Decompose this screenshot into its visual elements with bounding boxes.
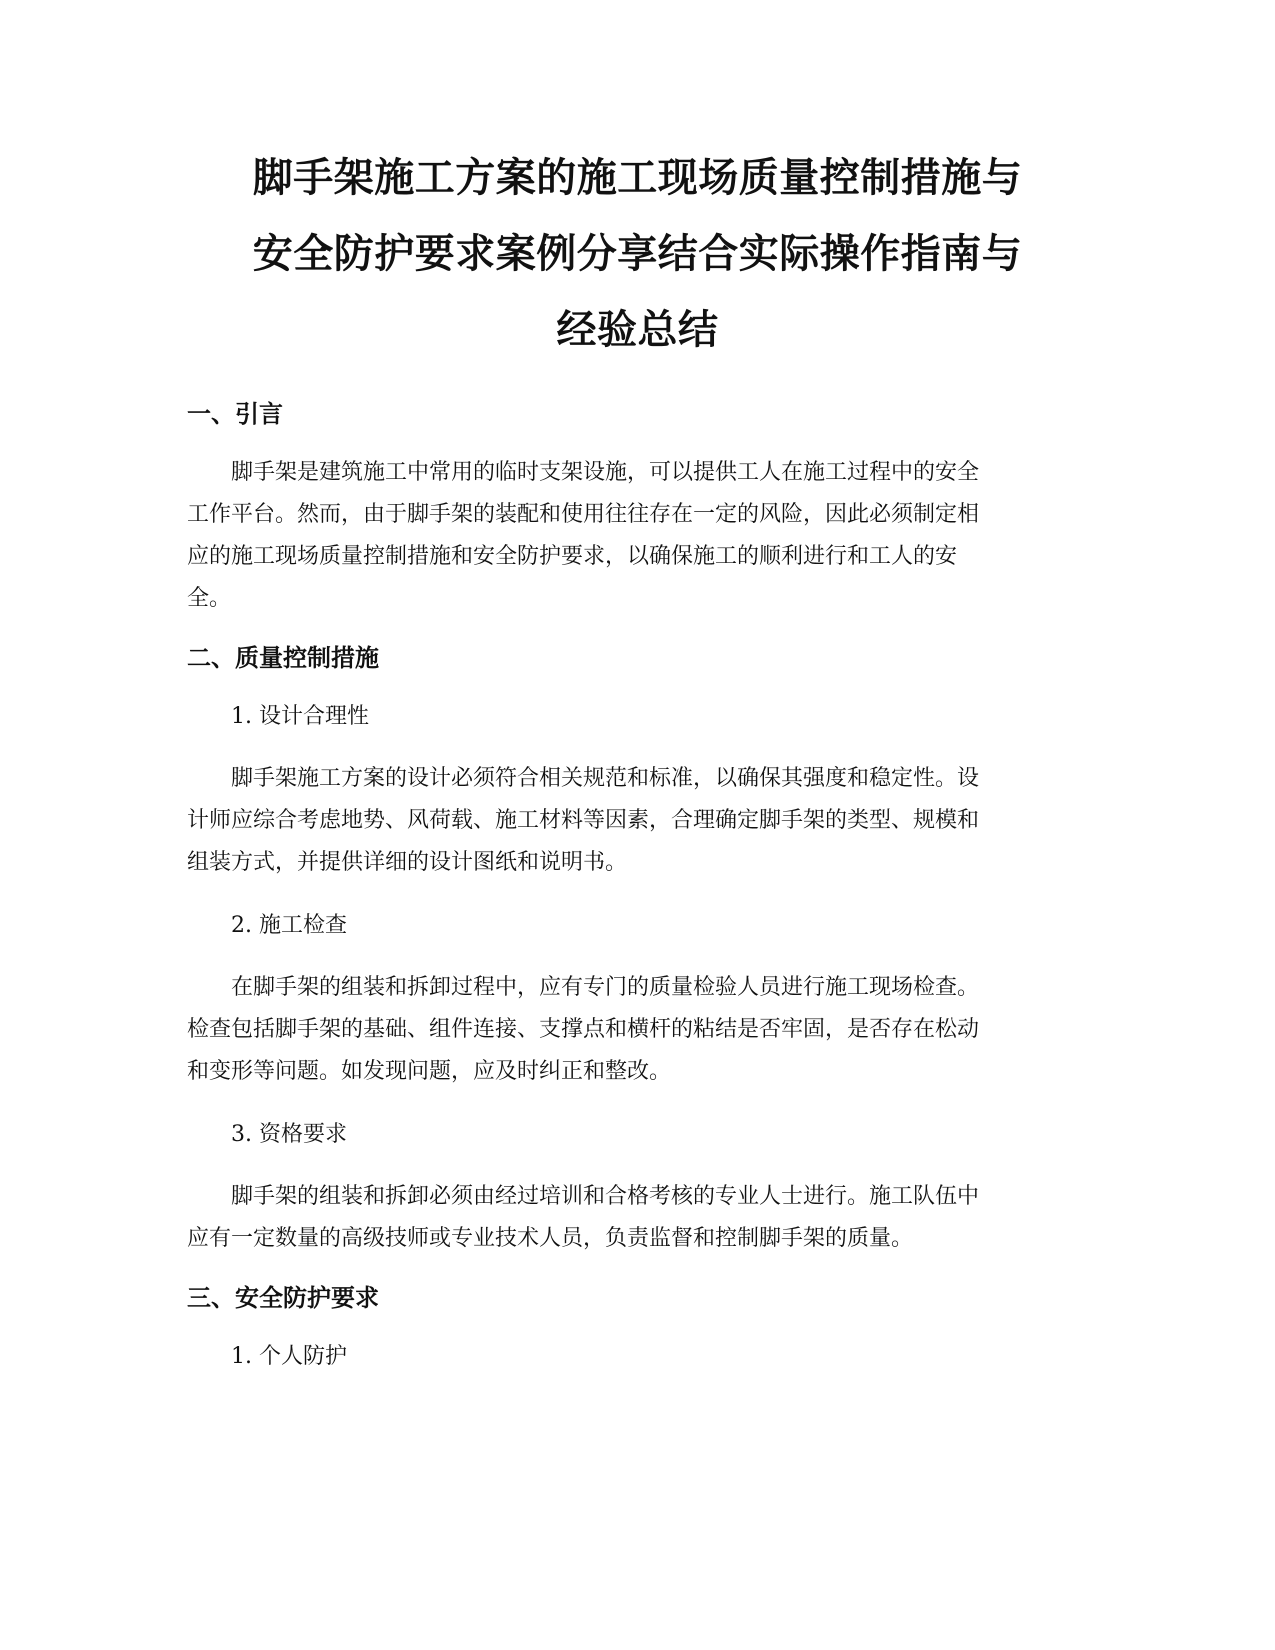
section-heading-safety: 三、安全防护要求 — [187, 1284, 379, 1312]
subheading-personal-protection: 1. 个人防护 — [231, 1344, 347, 1369]
title-line: 安全防护要求案例分享结合实际操作指南与 — [252, 231, 1023, 277]
qualification-paragraph — [187, 1176, 1087, 1260]
paragraph-line: 检查包括脚手架的基础、组件连接、支撑点和横杆的粘结是否牢固，是否存在松动 — [187, 1017, 980, 1042]
document-title — [180, 140, 1095, 368]
subheading-qualification: 3. 资格要求 — [231, 1122, 347, 1147]
title-line: 经验总结 — [556, 307, 719, 353]
inspection-paragraph — [187, 967, 1087, 1093]
intro-paragraph — [187, 452, 1087, 620]
paragraph-line: 应有一定数量的高级技师或专业技术人员，负责监督和控制脚手架的质量。 — [187, 1226, 914, 1251]
paragraph-line: 组装方式，并提供详细的设计图纸和说明书。 — [187, 850, 628, 875]
paragraph-line: 计师应综合考虑地势、风荷载、施工材料等因素，合理确定脚手架的类型、规模和 — [187, 808, 980, 833]
subheading-design: 1. 设计合理性 — [231, 704, 369, 729]
paragraph-line: 脚手架的组装和拆卸必须由经过培训和合格考核的专业人士进行。施工队伍中 — [231, 1184, 980, 1209]
subheading-inspection: 2. 施工检查 — [231, 913, 347, 938]
title-line: 脚手架施工方案的施工现场质量控制措施与 — [252, 155, 1023, 201]
paragraph-line: 在脚手架的组装和拆卸过程中，应有专门的质量检验人员进行施工现场检查。 — [231, 975, 980, 1000]
paragraph-line: 应的施工现场质量控制措施和安全防护要求，以确保施工的顺利进行和工人的安 — [187, 544, 958, 569]
design-paragraph — [187, 758, 1087, 884]
paragraph-line: 工作平台。然而，由于脚手架的装配和使用往往存在一定的风险，因此必须制定相 — [187, 502, 980, 527]
paragraph-line: 脚手架是建筑施工中常用的临时支架设施，可以提供工人在施工过程中的安全 — [231, 460, 980, 485]
paragraph-line: 全。 — [187, 586, 232, 611]
document-body — [187, 398, 1087, 1373]
section-heading-intro: 一、引言 — [187, 400, 283, 428]
paragraph-line: 脚手架施工方案的设计必须符合相关规范和标准，以确保其强度和稳定性。设 — [231, 766, 980, 791]
paragraph-line: 和变形等问题。如发现问题，应及时纠正和整改。 — [187, 1059, 672, 1084]
section-heading-quality: 二、质量控制措施 — [187, 644, 379, 672]
